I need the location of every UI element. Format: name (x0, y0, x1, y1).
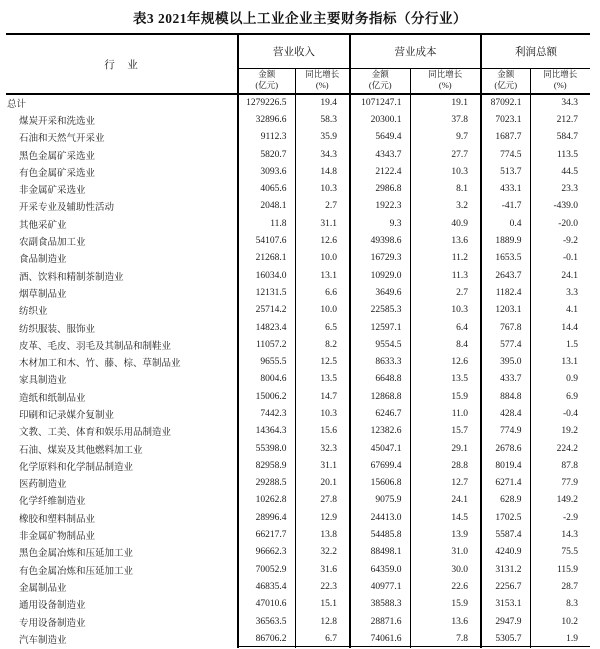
revenue-amount: 28996.4 (238, 509, 295, 526)
cost-growth: 8.1 (410, 180, 481, 197)
subheader-growth-unit: (%) (315, 79, 329, 90)
profit-growth: 212.7 (556, 114, 578, 125)
cost-growth: 11.3 (410, 267, 481, 284)
profit-growth: -2.9 (562, 512, 578, 523)
revenue-amount: 86706.2 (238, 630, 295, 647)
subheader-cost-amount (350, 68, 410, 94)
industry-name: 煤炭开采和洗选业 (6, 111, 238, 128)
cost-growth: 2.7 (410, 284, 481, 301)
revenue-growth: 32.2 (295, 544, 350, 561)
profit-growth: -439.0 (553, 201, 578, 212)
industry-name: 皮革、毛皮、羽毛及其制品和制鞋业 (6, 336, 238, 353)
cost-growth: 22.6 (410, 578, 481, 595)
revenue-amount: 2048.1 (238, 198, 295, 215)
industry-name: 黑色金属矿采选业 (6, 146, 238, 163)
table-row (6, 129, 590, 146)
industry-name: 家具制造业 (6, 371, 238, 388)
table-header (6, 34, 590, 94)
industry-name: 印刷和记录媒介复制业 (6, 405, 238, 422)
table-row (6, 267, 590, 284)
profit-growth: 4.1 (566, 305, 578, 316)
table-row (6, 111, 590, 128)
cost-amount: 49398.6 (350, 232, 410, 249)
cost-growth: 15.7 (410, 423, 481, 440)
profit-amount: 577.4 (481, 336, 530, 353)
revenue-amount: 10262.8 (238, 492, 295, 509)
revenue-growth: 15.1 (295, 596, 350, 613)
column-group-operating-revenue: 营业收入 (238, 34, 350, 68)
profit-amount: 767.8 (481, 319, 530, 336)
cost-amount: 5649.4 (350, 129, 410, 146)
revenue-growth: 12.5 (295, 353, 350, 370)
industry-name: 非金属矿物制品业 (6, 526, 238, 543)
cost-amount: 9075.9 (350, 492, 410, 509)
profit-amount: 3131.2 (481, 561, 530, 578)
profit-growth: 8.3 (566, 599, 578, 610)
industry-name: 化学原料和化学制品制造业 (6, 457, 238, 474)
table-row-total (6, 94, 590, 111)
table-row (6, 509, 590, 526)
cost-amount: 1922.3 (350, 198, 410, 215)
industry-name: 化学纤维制造业 (6, 492, 238, 509)
industry-name: 有色金属矿采选业 (6, 163, 238, 180)
column-group-operating-cost: 营业成本 (350, 34, 481, 68)
profit-growth: 113.5 (556, 149, 578, 160)
revenue-growth: 10.0 (295, 250, 350, 267)
table-row (6, 492, 590, 509)
cost-amount: 64359.0 (350, 561, 410, 578)
subheader-amount-unit: (亿元) (494, 79, 518, 90)
cost-amount: 4343.7 (350, 146, 410, 163)
revenue-amount: 5820.7 (238, 146, 295, 163)
cost-growth: 10.3 (410, 163, 481, 180)
profit-amount: 1687.7 (481, 129, 530, 146)
revenue-amount: 4065.6 (238, 180, 295, 197)
profit-growth: 44.5 (561, 166, 578, 177)
revenue-growth: 14.8 (295, 163, 350, 180)
profit-growth: 14.3 (561, 530, 578, 541)
table-row (6, 423, 590, 440)
table-row (6, 561, 590, 578)
cost-amount: 2122.4 (350, 163, 410, 180)
profit-growth: 77.9 (561, 478, 578, 489)
table-row (6, 596, 590, 613)
revenue-growth: 12.8 (295, 613, 350, 630)
cost-growth: 11.0 (410, 405, 481, 422)
industry-name: 石油、煤炭及其他燃料加工业 (6, 440, 238, 457)
cost-amount: 22585.3 (350, 302, 410, 319)
cost-amount: 9554.5 (350, 336, 410, 353)
profit-growth: 115.9 (556, 564, 578, 575)
cost-growth: 28.8 (410, 457, 481, 474)
table-row (6, 630, 590, 647)
profit-growth: -20.0 (558, 218, 578, 229)
revenue-growth: 35.9 (295, 129, 350, 146)
revenue-amount: 12131.5 (238, 284, 295, 301)
industry-name: 总计 (6, 94, 238, 111)
revenue-amount: 11.8 (238, 215, 295, 232)
financial-indicators-table (6, 33, 590, 648)
subheader-amount-unit: (亿元) (368, 79, 392, 90)
cost-amount: 45047.1 (350, 440, 410, 457)
subheader-cost-growth (410, 68, 481, 94)
profit-amount: 884.8 (481, 388, 530, 405)
cost-growth: 14.5 (410, 509, 481, 526)
cost-amount: 12868.8 (350, 388, 410, 405)
cost-amount: 74061.6 (350, 630, 410, 647)
profit-growth: 23.3 (561, 184, 578, 195)
profit-amount: 4240.9 (481, 544, 530, 561)
industry-name: 文教、工美、体育和娱乐用品制造业 (6, 423, 238, 440)
profit-growth: 19.2 (561, 426, 578, 437)
revenue-growth: 6.6 (295, 284, 350, 301)
cost-amount: 54485.8 (350, 526, 410, 543)
industry-name: 开采专业及辅助性活动 (6, 198, 238, 215)
profit-amount: 8019.4 (481, 457, 530, 474)
profit-amount: 1653.5 (481, 250, 530, 267)
subheader-amount-label: 金额 (258, 68, 276, 79)
revenue-amount: 47010.6 (238, 596, 295, 613)
cost-growth: 15.9 (410, 596, 481, 613)
revenue-growth: 31.1 (295, 215, 350, 232)
profit-growth: 0.9 (566, 374, 578, 385)
revenue-growth: 15.6 (295, 423, 350, 440)
revenue-amount: 3093.6 (238, 163, 295, 180)
subheader-amount-unit: (亿元) (255, 79, 279, 90)
revenue-growth: 12.6 (295, 232, 350, 249)
profit-growth: 3.3 (566, 287, 578, 298)
table-body (6, 94, 590, 648)
table-row (6, 475, 590, 492)
cost-amount: 6246.7 (350, 405, 410, 422)
profit-amount: 1203.1 (481, 302, 530, 319)
cost-amount: 10929.0 (350, 267, 410, 284)
profit-amount: 1702.5 (481, 509, 530, 526)
cost-amount: 38588.3 (350, 596, 410, 613)
profit-growth: 149.2 (556, 495, 578, 506)
revenue-growth: 10.3 (295, 180, 350, 197)
revenue-amount: 14823.4 (238, 319, 295, 336)
cost-growth: 13.9 (410, 526, 481, 543)
table-row (6, 544, 590, 561)
revenue-amount: 9655.5 (238, 353, 295, 370)
subheader-revenue-amount (238, 68, 295, 94)
profit-growth: 28.7 (561, 581, 578, 592)
table-row (6, 526, 590, 543)
cost-amount: 12597.1 (350, 319, 410, 336)
industry-name: 食品制造业 (6, 250, 238, 267)
table-row (6, 405, 590, 422)
profit-growth: 1.5 (566, 339, 578, 350)
table-row (6, 163, 590, 180)
revenue-growth: 22.3 (295, 578, 350, 595)
table-row (6, 180, 590, 197)
cost-amount: 1071247.1 (350, 94, 410, 111)
revenue-growth: 14.7 (295, 388, 350, 405)
profit-amount: 433.1 (481, 180, 530, 197)
revenue-growth: 34.3 (295, 146, 350, 163)
cost-growth: 13.6 (410, 232, 481, 249)
industry-name: 木材加工和木、竹、藤、棕、草制品业 (6, 353, 238, 370)
revenue-amount: 96662.3 (238, 544, 295, 561)
profit-amount: 2678.6 (481, 440, 530, 457)
revenue-amount: 32896.6 (238, 111, 295, 128)
revenue-growth: 8.2 (295, 336, 350, 353)
table-row (6, 232, 590, 249)
table-row (6, 353, 590, 370)
industry-name: 金属制品业 (6, 578, 238, 595)
table-row (6, 578, 590, 595)
table-row (6, 302, 590, 319)
cost-amount: 28871.6 (350, 613, 410, 630)
cost-growth: 10.3 (410, 302, 481, 319)
industry-name: 非金属矿采选业 (6, 180, 238, 197)
cost-growth: 11.2 (410, 250, 481, 267)
revenue-growth: 10.3 (295, 405, 350, 422)
profit-amount: 6271.4 (481, 475, 530, 492)
profit-growth: 87.8 (561, 460, 578, 471)
subheader-amount-label: 金额 (371, 68, 389, 79)
profit-amount: 5305.7 (481, 630, 530, 647)
subheader-growth-unit: (%) (438, 79, 452, 90)
industry-name: 黑色金属冶炼和压延加工业 (6, 544, 238, 561)
profit-amount: 0.4 (481, 215, 530, 232)
page-title: 表3 2021年规模以上工业企业主要财务指标（分行业） (132, 11, 468, 26)
cost-growth: 13.5 (410, 371, 481, 388)
cost-growth: 12.7 (410, 475, 481, 492)
cost-amount: 9.3 (350, 215, 410, 232)
revenue-growth: 10.0 (295, 302, 350, 319)
cost-amount: 2986.8 (350, 180, 410, 197)
profit-growth: 224.2 (556, 443, 578, 454)
industry-name: 橡胶和塑料制品业 (6, 509, 238, 526)
revenue-amount: 82958.9 (238, 457, 295, 474)
profit-amount: 774.5 (481, 146, 530, 163)
cost-growth: 6.4 (410, 319, 481, 336)
revenue-amount: 9112.3 (238, 129, 295, 146)
cost-amount: 6648.8 (350, 371, 410, 388)
cost-growth: 24.1 (410, 492, 481, 509)
table-row (6, 215, 590, 232)
revenue-growth: 32.3 (295, 440, 350, 457)
profit-growth: -0.4 (562, 408, 578, 419)
industry-name: 医药制造业 (6, 475, 238, 492)
industry-name: 纺织服装、服饰业 (6, 319, 238, 336)
cost-amount: 40977.1 (350, 578, 410, 595)
column-group-total-profit: 利润总额 (481, 34, 590, 68)
profit-amount: 1182.4 (481, 284, 530, 301)
industry-name: 通用设备制造业 (6, 596, 238, 613)
table-row (6, 388, 590, 405)
industry-name: 有色金属冶炼和压延加工业 (6, 561, 238, 578)
table-row (6, 146, 590, 163)
cost-growth: 3.2 (410, 198, 481, 215)
subheader-growth-label: 同比增长 (305, 68, 340, 79)
industry-name: 石油和天然气开采业 (6, 129, 238, 146)
industry-name: 纺织业 (6, 302, 238, 319)
revenue-amount: 55398.0 (238, 440, 295, 457)
cost-amount: 24413.0 (350, 509, 410, 526)
profit-amount: 2643.7 (481, 267, 530, 284)
revenue-amount: 36563.5 (238, 613, 295, 630)
industry-name: 酒、饮料和精制茶制造业 (6, 267, 238, 284)
revenue-growth: 13.1 (295, 267, 350, 284)
profit-growth: 75.5 (561, 547, 578, 558)
column-header-industry: 行 业 (6, 34, 238, 94)
profit-growth: 34.3 (561, 98, 578, 109)
revenue-amount: 15006.2 (238, 388, 295, 405)
table-row (6, 336, 590, 353)
revenue-amount: 46835.4 (238, 578, 295, 595)
cost-growth: 8.4 (410, 336, 481, 353)
cost-amount: 16729.3 (350, 250, 410, 267)
profit-growth: 10.2 (561, 616, 578, 627)
profit-amount: 1889.9 (481, 232, 530, 249)
revenue-growth: 31.1 (295, 457, 350, 474)
cost-growth: 15.9 (410, 388, 481, 405)
cost-amount: 15606.8 (350, 475, 410, 492)
cost-growth: 37.8 (410, 111, 481, 128)
table-bottom-border (238, 646, 590, 647)
profit-amount: 87092.1 (481, 94, 530, 111)
revenue-growth: 31.6 (295, 561, 350, 578)
cost-growth: 13.6 (410, 613, 481, 630)
cost-amount: 3649.6 (350, 284, 410, 301)
cost-amount: 20300.1 (350, 111, 410, 128)
profit-amount: 5587.4 (481, 526, 530, 543)
table-row (6, 371, 590, 388)
profit-amount: 774.9 (481, 423, 530, 440)
subheader-growth-unit: (%) (553, 79, 567, 90)
table-row (6, 198, 590, 215)
revenue-growth: 6.5 (295, 319, 350, 336)
industry-name: 其他采矿业 (6, 215, 238, 232)
table-row (6, 440, 590, 457)
subheader-growth-label: 同比增长 (428, 68, 463, 79)
profit-growth: 584.7 (556, 132, 578, 143)
profit-amount: 513.7 (481, 163, 530, 180)
cost-amount: 12382.6 (350, 423, 410, 440)
cost-growth: 12.6 (410, 353, 481, 370)
revenue-amount: 29288.5 (238, 475, 295, 492)
revenue-amount: 8004.6 (238, 371, 295, 388)
cost-growth: 7.8 (410, 630, 481, 647)
revenue-amount: 1279226.5 (238, 94, 295, 111)
cost-growth: 29.1 (410, 440, 481, 457)
cost-amount: 67699.4 (350, 457, 410, 474)
industry-name: 造纸和纸制品业 (6, 388, 238, 405)
profit-amount: 433.7 (481, 371, 530, 388)
profit-amount: 395.0 (481, 353, 530, 370)
revenue-growth: 6.7 (295, 630, 350, 647)
profit-growth: 6.9 (566, 391, 578, 402)
table-row (6, 319, 590, 336)
revenue-amount: 14364.3 (238, 423, 295, 440)
profit-growth: -0.1 (562, 253, 578, 264)
cost-amount: 88498.1 (350, 544, 410, 561)
subheader-amount-label: 金额 (497, 68, 515, 79)
profit-growth: 13.1 (561, 357, 578, 368)
revenue-growth: 27.8 (295, 492, 350, 509)
profit-amount: 2947.9 (481, 613, 530, 630)
cost-growth: 31.0 (410, 544, 481, 561)
cost-growth: 27.7 (410, 146, 481, 163)
cost-growth: 30.0 (410, 561, 481, 578)
revenue-amount: 11057.2 (238, 336, 295, 353)
subheader-revenue-growth (295, 68, 350, 94)
industry-name: 农副食品加工业 (6, 232, 238, 249)
revenue-amount: 21268.1 (238, 250, 295, 267)
revenue-amount: 54107.6 (238, 232, 295, 249)
profit-growth: 14.4 (561, 322, 578, 333)
cost-amount: 8633.3 (350, 353, 410, 370)
profit-amount: 428.4 (481, 405, 530, 422)
revenue-growth: 13.8 (295, 526, 350, 543)
profit-amount: -41.7 (481, 198, 530, 215)
profit-amount: 7023.1 (481, 111, 530, 128)
revenue-amount: 7442.3 (238, 405, 295, 422)
cost-growth: 19.1 (410, 94, 481, 111)
profit-amount: 628.9 (481, 492, 530, 509)
table-row (6, 457, 590, 474)
revenue-growth: 20.1 (295, 475, 350, 492)
revenue-growth: 2.7 (295, 198, 350, 215)
profit-amount: 3153.1 (481, 596, 530, 613)
cost-growth: 9.7 (410, 129, 481, 146)
revenue-growth: 19.4 (295, 94, 350, 111)
revenue-amount: 16034.0 (238, 267, 295, 284)
revenue-growth: 58.3 (295, 111, 350, 128)
subheader-growth-label: 同比增长 (543, 68, 578, 79)
industry-name: 专用设备制造业 (6, 613, 238, 630)
subheader-profit-growth (530, 68, 590, 94)
revenue-amount: 70052.9 (238, 561, 295, 578)
industry-name: 汽车制造业 (6, 630, 238, 647)
profit-growth: 1.9 (566, 633, 578, 644)
revenue-growth: 12.9 (295, 509, 350, 526)
profit-growth: -9.2 (562, 236, 578, 247)
profit-amount: 2256.7 (481, 578, 530, 595)
table-row (6, 250, 590, 267)
industry-name: 烟草制品业 (6, 284, 238, 301)
subheader-profit-amount (481, 68, 530, 94)
table-row (6, 284, 590, 301)
revenue-amount: 66217.7 (238, 526, 295, 543)
revenue-growth: 13.5 (295, 371, 350, 388)
revenue-amount: 25714.2 (238, 302, 295, 319)
table-row (6, 613, 590, 630)
profit-growth: 24.1 (561, 270, 578, 281)
cost-growth: 40.9 (410, 215, 481, 232)
